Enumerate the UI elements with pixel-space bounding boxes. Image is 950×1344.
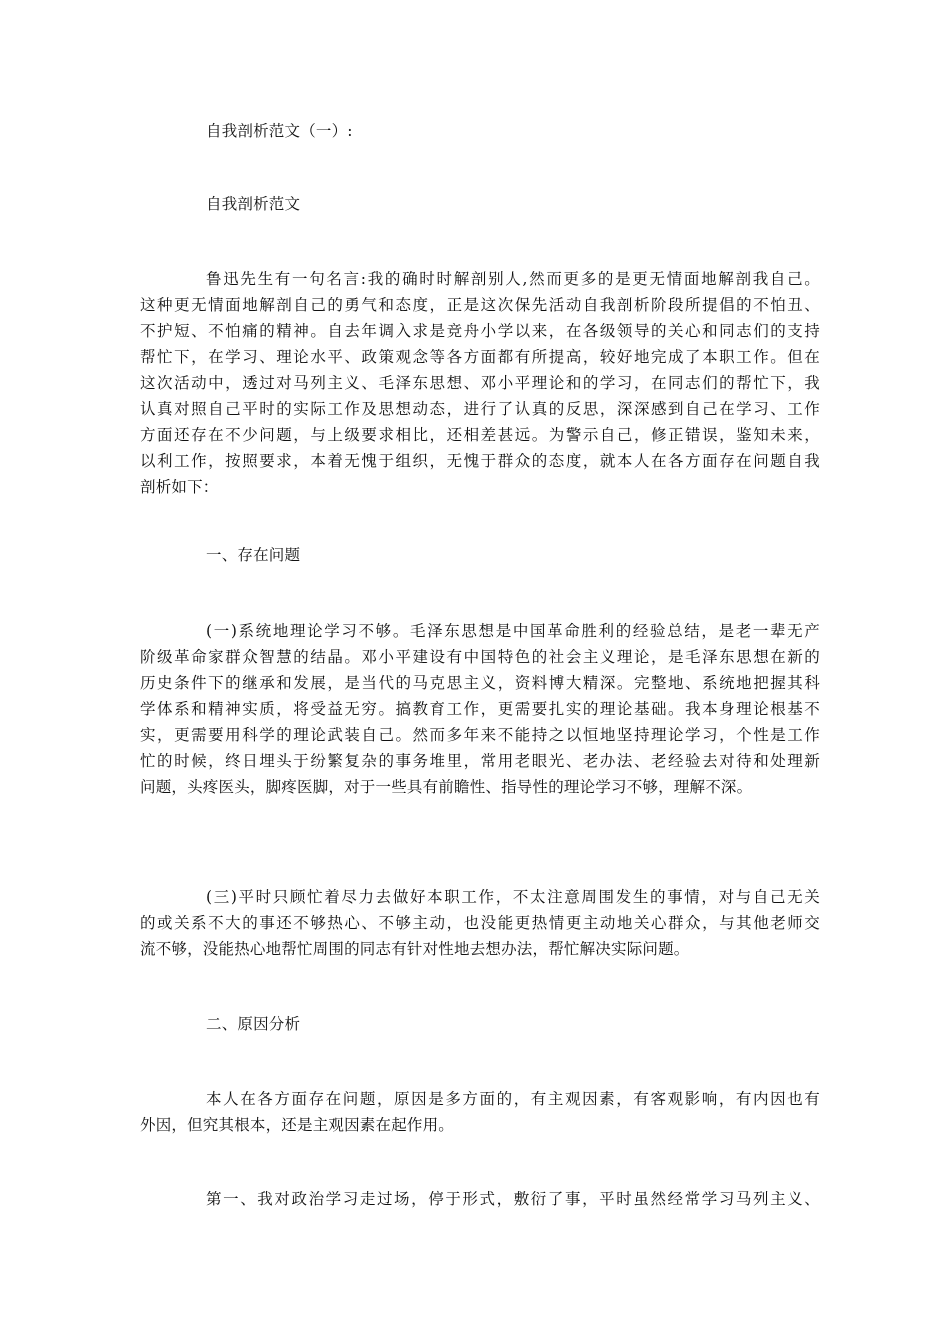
intro-line: 鲁迅先生有一句名言:我的确时时解剖别人,然而更多的是更无情面地解剖我自己。 [206, 270, 820, 288]
item-1-line: 阶级革命家群众智慧的结晶。邓小平建设有中国特色的社会主义理论，是毛泽东思想在新的 [140, 648, 820, 666]
item-1-line: 历史条件下的继承和发展，是当代的马克思主义，资料博大精深。完整地、系统地把握其科 [140, 674, 820, 692]
item-1-line: 问题，头疼医头，脚疼医脚，对于一些具有前瞻性、指导性的理论学习不够，理解不深。 [140, 778, 753, 796]
intro-line: 认真对照自己平时的实际工作及思想动态，进行了认真的反思，深深感到自己在学习、工作 [140, 400, 820, 418]
item-1-line: 学体系和精神实质，将受益无穷。搞教育工作，更需要扎实的理论基础。我本身理论根基不 [140, 700, 820, 718]
intro-line: 剖析如下： [140, 478, 219, 496]
section-heading-causes: 二、原因分析 [206, 1015, 301, 1033]
item-3-line: 的或关系不大的事还不够热心、不够主动，也没能更热情更主动地关心群众，与其他老师交 [140, 914, 820, 932]
item-3-line: (三)平时只顾忙着尽力去做好本职工作，不太注意周围发生的事情，对与自己无关 [206, 888, 820, 906]
intro-line: 以利工作，按照要求，本着无愧于组织，无愧于群众的态度，就本人在各方面存在问题自我 [140, 452, 820, 470]
intro-line: 帮忙下，在学习、理论水平、政策观念等各方面都有所提高，较好地完成了本职工作。但在 [140, 348, 820, 366]
document-title-1: 自我剖析范文（一）: [206, 122, 353, 140]
cause-line: 本人在各方面存在问题，原因是多方面的，有主观因素，有客观影响，有内因也有 [206, 1090, 820, 1108]
intro-line: 这次活动中，透过对马列主义、毛泽东思想、邓小平理论和的学习，在同志们的帮忙下，我 [140, 374, 820, 392]
intro-line: 不护短、不怕痛的精神。自去年调入求是竞舟小学以来，在各级领导的关心和同志们的支持 [140, 322, 820, 340]
document-title-2: 自我剖析范文 [206, 195, 301, 213]
intro-line: 方面还存在不少问题，与上级要求相比，还相差甚远。为警示自己，修正错误，鉴知未来， [140, 426, 820, 444]
section-heading-problems: 一、存在问题 [206, 546, 301, 564]
cause-line: 外因，但究其根本，还是主观因素在起作用。 [140, 1116, 455, 1134]
item-1-line: 忙的时候，终日埋头于纷繁复杂的事务堆里，常用老眼光、老办法、老经验去对待和处理新 [140, 752, 820, 770]
first-reason-line: 第一、我对政治学习走过场，停于形式，敷衍了事，平时虽然经常学习马列主义、 [206, 1190, 820, 1208]
item-1-line: (一)系统地理论学习不够。毛泽东思想是中国革命胜利的经验总结，是老一辈无产 [206, 622, 820, 640]
item-3-line: 流不够，没能热心地帮忙周围的同志有针对性地去想办法，帮忙解决实际问题。 [140, 940, 690, 958]
item-1-line: 实，更需要用科学的理论武装自己。然而多年来不能持之以恒地坚持理论学习，个性是工作 [140, 726, 820, 744]
intro-line: 这种更无情面地解剖自己的勇气和态度，正是这次保先活动自我剖析阶段所提倡的不怕丑、 [140, 296, 820, 314]
